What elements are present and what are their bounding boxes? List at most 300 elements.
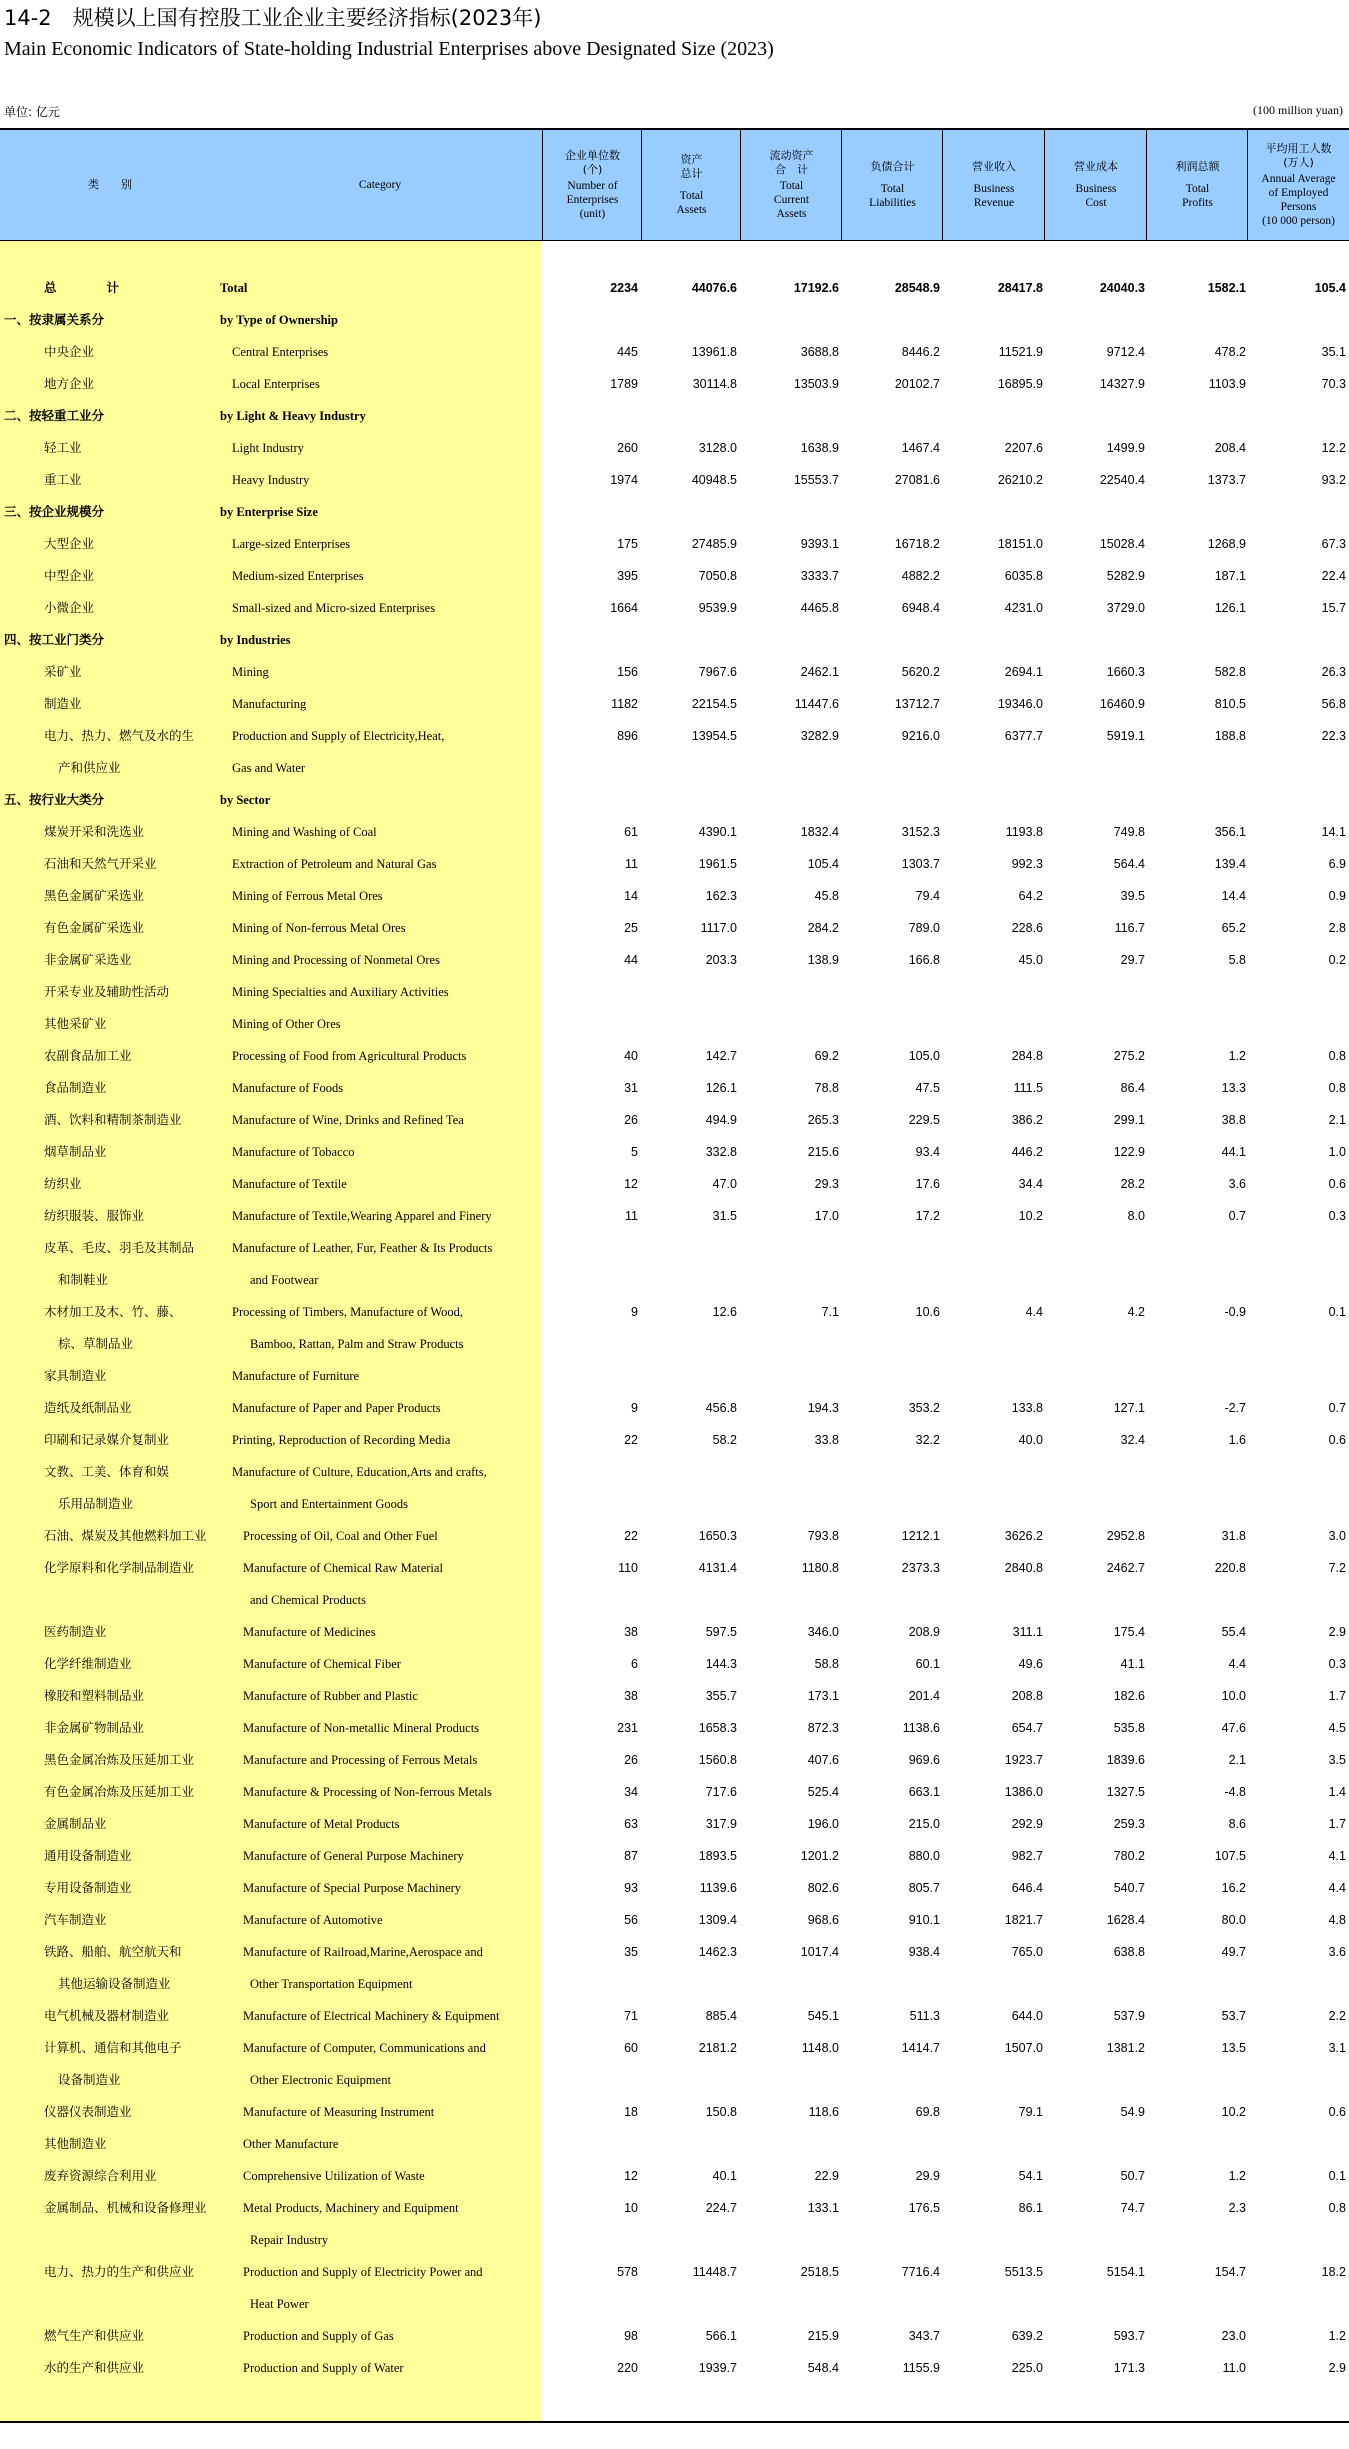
row-category-en: Production and Supply of Water <box>243 2361 404 2375</box>
row-value: 173.1 <box>807 1689 839 1703</box>
row-value: 93.4 <box>915 1145 940 1159</box>
row-value: 445 <box>617 345 638 359</box>
header-total-assets: 资产 总计 Total Assets <box>676 153 707 216</box>
row-value: 13503.9 <box>793 377 839 391</box>
row-value: 40.1 <box>712 2169 737 2183</box>
row-value: 12 <box>624 2169 638 2183</box>
table-row <box>0 1936 1349 1968</box>
row-value: 4390.1 <box>698 825 737 839</box>
row-value: 1467.4 <box>901 441 940 455</box>
row-category-cn: 小微企业 <box>44 600 95 615</box>
row-value: 4131.4 <box>698 1561 737 1575</box>
row-value: 1462.3 <box>698 1945 737 1959</box>
row-value: 1182 <box>611 697 638 711</box>
table-row <box>0 1264 1349 1296</box>
unit-label-cn: 单位: 亿元 <box>4 105 60 119</box>
row-value: 47.5 <box>915 1081 940 1095</box>
row-value: 1373.7 <box>1207 473 1246 487</box>
row-category-en: Other Transportation Equipment <box>250 1977 413 1991</box>
row-value: 1.6 <box>1228 1433 1246 1447</box>
row-value: 3333.7 <box>800 569 839 583</box>
row-value: 93.2 <box>1321 473 1346 487</box>
row-value: 7.1 <box>821 1305 839 1319</box>
row-value: 4.5 <box>1328 1721 1346 1735</box>
row-value: 1.7 <box>1328 1689 1346 1703</box>
table-row <box>0 336 1349 368</box>
row-value: 5.8 <box>1228 953 1246 967</box>
row-value: 578 <box>617 2265 638 2279</box>
row-value: 0.7 <box>1228 1209 1246 1223</box>
row-category-cn: 棕、草制品业 <box>58 1336 134 1351</box>
row-value: 8446.2 <box>901 345 940 359</box>
row-category-en: Manufacture of Measuring Instrument <box>243 2105 435 2119</box>
row-value: 654.7 <box>1011 1721 1043 1735</box>
row-value: 175 <box>617 537 638 551</box>
row-value: 1961.5 <box>698 857 737 871</box>
header-employed: 平均用工人数 (万人) Annual Average of Employed Persons (10 000 person) <box>1261 142 1336 227</box>
row-value: 2373.3 <box>901 1561 940 1575</box>
row-value: 969.6 <box>908 1753 940 1767</box>
row-value: 332.8 <box>705 1145 737 1159</box>
row-value: 0.7 <box>1328 1401 1346 1415</box>
row-category-cn: 橡胶和塑料制品业 <box>44 1688 145 1703</box>
row-value: 14.4 <box>1221 889 1246 903</box>
row-value: 10 <box>624 2201 638 2215</box>
row-value: 9 <box>631 1401 638 1415</box>
row-category-cn: 电力、热力的生产和供应业 <box>44 2264 195 2279</box>
row-value: 25 <box>624 921 638 935</box>
row-value: 3.5 <box>1328 1753 1346 1767</box>
table-row <box>0 912 1349 944</box>
row-value: 749.8 <box>1113 825 1145 839</box>
row-category-en: Manufacture of Chemical Fiber <box>243 1657 401 1671</box>
row-value: 3.6 <box>1328 1945 1346 1959</box>
table-row <box>0 1424 1349 1456</box>
row-category-cn: 仪器仪表制造业 <box>44 2104 132 2119</box>
table-row <box>0 1008 1349 1040</box>
row-category-en: Central Enterprises <box>232 345 329 359</box>
row-value: 0.2 <box>1328 953 1346 967</box>
row-value: 292.9 <box>1011 1817 1043 1831</box>
row-value: 74.7 <box>1120 2201 1145 2215</box>
row-category-cn: 黑色金属矿采选业 <box>44 888 145 903</box>
row-value: 69.2 <box>814 1049 839 1063</box>
row-category-en: Mining <box>232 665 269 679</box>
row-value: 9712.4 <box>1106 345 1145 359</box>
row-value: 225.0 <box>1011 2361 1043 2375</box>
row-value: 10.2 <box>1221 2105 1246 2119</box>
row-category-en: Other Electronic Equipment <box>250 2073 391 2087</box>
row-category-en: Manufacture of Textile <box>232 1177 347 1191</box>
row-value: 3.6 <box>1228 1177 1246 1191</box>
header-category-en: Category <box>358 179 402 191</box>
row-value: 71 <box>624 2009 638 2023</box>
row-category-en: Manufacture of Railroad,Marine,Aerospace and <box>243 1945 483 1959</box>
row-value: 593.7 <box>1113 2329 1145 2343</box>
row-category-cn: 其他运输设备制造业 <box>58 1976 171 1991</box>
row-value: 1.2 <box>1228 1049 1246 1063</box>
row-value: 26.3 <box>1321 665 1346 679</box>
row-value: 27485.9 <box>691 537 737 551</box>
header-profits: 利润总额 Total Profits <box>1175 160 1220 209</box>
header-category-cn: 类 别 <box>88 178 132 191</box>
row-value: 5513.5 <box>1004 2265 1043 2279</box>
row-value: 802.6 <box>807 1881 839 1895</box>
row-category-en: Local Enterprises <box>232 377 320 391</box>
header-cost: 营业成本 Business Cost <box>1074 160 1118 209</box>
row-value: 69.8 <box>915 2105 940 2119</box>
row-value: 11521.9 <box>998 345 1043 359</box>
row-value: 537.9 <box>1113 2009 1145 2023</box>
row-category-cn: 重工业 <box>44 472 82 487</box>
row-value: 3282.9 <box>800 729 839 743</box>
row-value: 175.4 <box>1113 1625 1145 1639</box>
row-category-en: Total <box>220 281 248 295</box>
row-value: 105.0 <box>908 1049 940 1063</box>
table-row <box>0 1072 1349 1104</box>
row-value: 880.0 <box>908 1849 940 1863</box>
table-row <box>0 1712 1349 1744</box>
row-category-en: Manufacture of Tobacco <box>232 1145 355 1159</box>
table-row <box>0 272 1349 304</box>
table-row <box>0 720 1349 752</box>
row-value: 13954.5 <box>691 729 737 743</box>
row-value: 0.8 <box>1328 1049 1346 1063</box>
row-value: 1139.6 <box>699 1881 737 1895</box>
row-value: 32.4 <box>1120 1433 1145 1447</box>
row-category-cn: 轻工业 <box>44 440 82 455</box>
row-value: 5 <box>631 1145 638 1159</box>
row-value: 284.2 <box>807 921 839 935</box>
row-value: 1212.1 <box>901 1529 940 1543</box>
row-value: 17.0 <box>814 1209 839 1223</box>
row-value: 395 <box>617 569 638 583</box>
row-value: 265.3 <box>807 1113 839 1127</box>
bottom-rule <box>0 2421 1349 2423</box>
row-category-en: Production and Supply of Electricity Power and <box>243 2265 483 2279</box>
row-value: 7050.8 <box>698 569 737 583</box>
row-value: 78.8 <box>814 1081 839 1095</box>
row-value: 4.4 <box>1025 1305 1043 1319</box>
table-row <box>0 944 1349 976</box>
row-value: 11448.7 <box>692 2265 737 2279</box>
row-value: 56.8 <box>1321 697 1346 711</box>
row-value: 805.7 <box>908 1881 940 1895</box>
row-value: 194.3 <box>807 1401 839 1415</box>
row-value: 456.8 <box>705 1401 737 1415</box>
row-category-cn: 其他制造业 <box>44 2136 107 2151</box>
row-value: 38 <box>624 1689 638 1703</box>
table-row <box>0 1360 1349 1392</box>
row-value: 196.0 <box>807 1817 839 1831</box>
row-category-cn: 皮革、毛皮、羽毛及其制品 <box>44 1240 195 1255</box>
row-value: 789.0 <box>908 921 940 935</box>
table-row <box>0 1968 1349 2000</box>
row-category-en: Heat Power <box>250 2297 309 2311</box>
row-value: 4.1 <box>1328 1849 1346 1863</box>
row-category-cn: 烟草制品业 <box>44 1144 107 1159</box>
row-value: 3152.3 <box>901 825 940 839</box>
row-category-en: and Footwear <box>250 1273 319 1287</box>
row-value: 23.0 <box>1221 2329 1246 2343</box>
row-category-cn: 和制鞋业 <box>58 1272 109 1287</box>
row-value: 1138.6 <box>902 1721 940 1735</box>
row-category-en: Metal Products, Machinery and Equipment <box>243 2201 459 2215</box>
row-value: 40.0 <box>1018 1433 1043 1447</box>
row-value: 45.0 <box>1018 953 1043 967</box>
table-row <box>0 1648 1349 1680</box>
row-value: 1658.3 <box>698 1721 737 1735</box>
row-value: 13961.8 <box>691 345 737 359</box>
row-category-cn: 水的生产和供应业 <box>44 2360 145 2375</box>
row-category-cn: 金属制品、机械和设备修理业 <box>44 2200 207 2215</box>
row-value: 2462.7 <box>1106 1561 1145 1575</box>
table-row <box>0 2064 1349 2096</box>
row-value: 9539.9 <box>698 601 737 615</box>
row-value: 18151.0 <box>997 537 1043 551</box>
row-value: 1386.0 <box>1004 1785 1043 1799</box>
table-row <box>0 2000 1349 2032</box>
row-category-en: Manufacture of Furniture <box>232 1369 360 1383</box>
row-category-cn: 非金属矿采选业 <box>44 952 132 967</box>
row-category-cn: 采矿业 <box>44 664 82 679</box>
table-title-en: Main Economic Indicators of State-holding Industrial Enterprises above Designated Size (2023) <box>4 38 774 60</box>
row-value: 564.4 <box>1113 857 1145 871</box>
table-row <box>0 1168 1349 1200</box>
table-row <box>0 752 1349 784</box>
table-row <box>0 2320 1349 2352</box>
row-value: 31 <box>624 1081 638 1095</box>
row-category-cn: 化学纤维制造业 <box>44 1656 132 1671</box>
row-value: 18 <box>624 2105 638 2119</box>
row-value: 79.4 <box>915 889 940 903</box>
row-value: 40948.5 <box>691 473 737 487</box>
row-category-en: Other Manufacture <box>243 2137 339 2151</box>
row-value: 0.8 <box>1328 2201 1346 2215</box>
row-category-cn: 化学原料和化学制品制造业 <box>44 1560 195 1575</box>
row-value: 2518.5 <box>800 2265 839 2279</box>
row-category-en: by Sector <box>220 793 271 807</box>
row-category-cn: 煤炭开采和洗选业 <box>44 824 145 839</box>
row-value: 9393.1 <box>800 537 839 551</box>
row-value: 22.4 <box>1321 569 1346 583</box>
row-value: 353.2 <box>908 1401 940 1415</box>
row-category-en: Gas and Water <box>232 761 306 775</box>
row-value: 34 <box>624 1785 638 1799</box>
table-row <box>0 1040 1349 1072</box>
row-value: 5154.1 <box>1106 2265 1145 2279</box>
row-category-cn: 汽车制造业 <box>44 1912 107 1927</box>
row-value: 70.3 <box>1321 377 1346 391</box>
row-value: 47.6 <box>1221 1721 1246 1735</box>
row-value: 79.1 <box>1018 2105 1043 2119</box>
row-category-en: by Enterprise Size <box>220 505 318 519</box>
row-category-en: Comprehensive Utilization of Waste <box>243 2169 425 2183</box>
row-value: 11.0 <box>1222 2361 1246 2375</box>
row-value: 16718.2 <box>894 537 940 551</box>
row-value: 2462.1 <box>800 665 839 679</box>
row-value: 3.1 <box>1328 2041 1346 2055</box>
row-value: 407.6 <box>807 1753 839 1767</box>
row-category-cn: 中型企业 <box>44 568 95 583</box>
row-value: 203.3 <box>705 953 737 967</box>
row-value: 87 <box>624 1849 638 1863</box>
row-value: 12.2 <box>1321 441 1346 455</box>
row-value: 32.2 <box>915 1433 940 1447</box>
row-category-cn: 设备制造业 <box>58 2072 121 2087</box>
table-row <box>0 592 1349 624</box>
row-category-cn: 电气机械及器材制造业 <box>44 2008 170 2023</box>
row-value: 54.1 <box>1018 2169 1043 2183</box>
row-value: 597.5 <box>705 1625 737 1639</box>
row-value: 166.8 <box>908 953 940 967</box>
row-value: 810.5 <box>1214 697 1246 711</box>
row-value: 1821.7 <box>1004 1913 1043 1927</box>
row-category-en: Manufacture of Metal Products <box>243 1817 400 1831</box>
row-value: 0.3 <box>1328 1657 1346 1671</box>
row-value: 346.0 <box>807 1625 839 1639</box>
row-value: 793.8 <box>807 1529 839 1543</box>
row-category-cn: 有色金属矿采选业 <box>44 920 145 935</box>
row-value: 548.4 <box>807 2361 839 2375</box>
row-category-cn: 家具制造业 <box>44 1368 107 1383</box>
row-value: 30114.8 <box>692 377 737 391</box>
row-value: 27081.6 <box>894 473 940 487</box>
row-category-cn: 开采专业及辅助性活动 <box>44 984 170 999</box>
row-value: 494.9 <box>705 1113 737 1127</box>
row-value: 910.1 <box>908 1913 940 1927</box>
row-value: 4465.8 <box>800 601 839 615</box>
row-value: 446.2 <box>1011 1145 1043 1159</box>
row-value: 64.2 <box>1018 889 1043 903</box>
row-value: 540.7 <box>1113 1881 1145 1895</box>
table-row <box>0 496 1349 528</box>
row-value: 1499.9 <box>1106 441 1145 455</box>
row-value: 6.9 <box>1328 857 1346 871</box>
row-category-cn: 文教、工美、体育和娱 <box>44 1464 170 1479</box>
row-value: 1180.8 <box>801 1561 839 1575</box>
row-value: 53.7 <box>1221 2009 1246 2023</box>
table-row <box>0 368 1349 400</box>
row-category-en: by Type of Ownership <box>220 313 338 327</box>
table-row <box>0 528 1349 560</box>
row-value: 29.7 <box>1120 953 1145 967</box>
row-value: 35.1 <box>1321 345 1346 359</box>
row-value: 1268.9 <box>1207 537 1246 551</box>
row-value: 10.6 <box>915 1305 940 1319</box>
table-row <box>0 1840 1349 1872</box>
row-category-en: Manufacture of Leather, Fur, Feather & Its Products <box>232 1241 493 1255</box>
table-row <box>0 2192 1349 2224</box>
row-value: 968.6 <box>807 1913 839 1927</box>
row-value: 26210.2 <box>997 473 1043 487</box>
row-category-cn: 食品制造业 <box>44 1080 107 1095</box>
row-value: 1638.9 <box>800 441 839 455</box>
row-value: 17192.6 <box>793 281 839 295</box>
row-value: 142.7 <box>705 1049 737 1063</box>
row-value: 105.4 <box>1314 281 1346 295</box>
row-value: 13.5 <box>1221 2041 1246 2055</box>
row-category-cn: 金属制品业 <box>44 1816 107 1831</box>
row-category-cn: 三、按企业规模分 <box>4 504 105 519</box>
row-category-cn: 石油、煤炭及其他燃料加工业 <box>44 1528 207 1543</box>
row-value: 1939.7 <box>698 2361 737 2375</box>
row-value: 12 <box>624 1177 638 1191</box>
row-value: 0.6 <box>1328 1433 1346 1447</box>
row-value: 1327.5 <box>1106 1785 1145 1799</box>
row-value: 49.6 <box>1018 1657 1043 1671</box>
row-value: 1839.6 <box>1106 1753 1145 1767</box>
row-value: 154.7 <box>1214 2265 1246 2279</box>
row-value: 3.0 <box>1328 1529 1346 1543</box>
row-category-cn: 废弃资源综合利用业 <box>44 2168 157 2183</box>
row-value: 1664 <box>610 601 638 615</box>
row-value: 31.5 <box>712 1209 737 1223</box>
row-value: 11447.6 <box>794 697 839 711</box>
row-category-en: Manufacture & Processing of Non-ferrous Metals <box>243 1785 492 1799</box>
top-rule <box>0 128 1349 130</box>
row-value: 11 <box>625 1209 638 1223</box>
row-category-en: Printing, Reproduction of Recording Media <box>232 1433 451 1447</box>
row-category-cn: 五、按行业大类分 <box>4 792 105 807</box>
row-value: 80.0 <box>1221 1913 1246 1927</box>
row-value: 208.9 <box>908 1625 940 1639</box>
row-category-cn: 石油和天然气开采业 <box>44 856 157 871</box>
row-value: 872.3 <box>807 1721 839 1735</box>
row-value: 139.4 <box>1214 857 1246 871</box>
table-row <box>0 1392 1349 1424</box>
row-value: 171.3 <box>1113 2361 1145 2375</box>
row-category-cn: 通用设备制造业 <box>44 1848 132 1863</box>
row-value: 639.2 <box>1011 2329 1043 2343</box>
row-value: 58.2 <box>712 1433 737 1447</box>
table-row <box>0 1904 1349 1936</box>
row-value: 144.3 <box>705 1657 737 1671</box>
row-value: 33.8 <box>814 1433 839 1447</box>
header-enterprises: 企业单位数 (个) Number of Enterprises (unit) <box>565 149 620 220</box>
table-row <box>0 1776 1349 1808</box>
table-row <box>0 304 1349 336</box>
row-value: 35 <box>624 1945 638 1959</box>
row-value: 98 <box>624 2329 638 2343</box>
row-category-cn: 中央企业 <box>44 344 95 359</box>
row-category-cn: 大型企业 <box>44 536 95 551</box>
row-value: 1309.4 <box>698 1913 737 1927</box>
row-value: 663.1 <box>908 1785 940 1799</box>
row-category-en: Manufacture of General Purpose Machinery <box>243 1849 464 1863</box>
row-value: 2694.1 <box>1004 665 1043 679</box>
row-value: 0.8 <box>1328 1081 1346 1095</box>
row-value: 5919.1 <box>1106 729 1145 743</box>
row-value: 2952.8 <box>1106 1529 1145 1543</box>
table-row <box>0 1808 1349 1840</box>
table-row <box>0 784 1349 816</box>
row-category-cn: 有色金属冶炼及压延加工业 <box>44 1784 195 1799</box>
row-value: 4.2 <box>1127 1305 1145 1319</box>
table-row <box>0 624 1349 656</box>
table-row <box>0 1872 1349 1904</box>
row-category-en: Bamboo, Rattan, Palm and Straw Products <box>250 1337 464 1351</box>
unit-label-en: (100 million yuan) <box>1253 103 1343 117</box>
row-category-en: Mining of Other Ores <box>232 1017 341 1031</box>
row-value: 14327.9 <box>1099 377 1145 391</box>
row-value: 2840.8 <box>1004 1561 1043 1575</box>
row-category-cn: 非金属矿物制品业 <box>44 1720 145 1735</box>
row-value: 56 <box>624 1913 638 1927</box>
row-value: 1103.9 <box>1208 377 1246 391</box>
table-row <box>0 1584 1349 1616</box>
row-value: 44 <box>624 953 638 967</box>
